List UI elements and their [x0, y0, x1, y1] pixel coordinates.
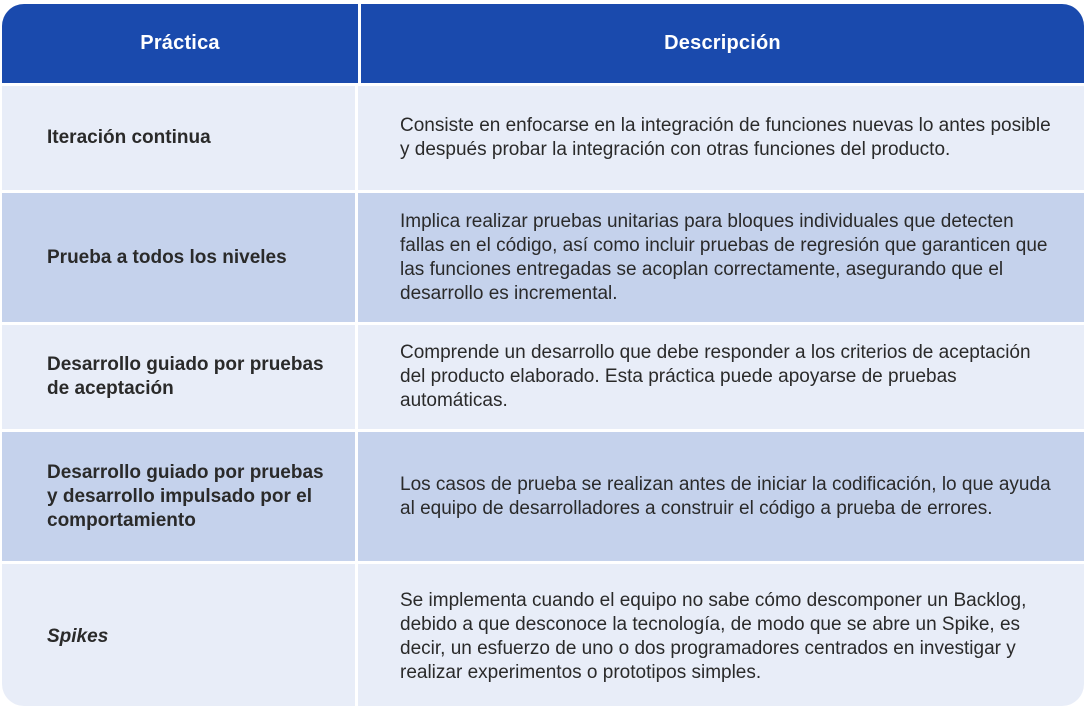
description-cell: Se implementa cuando el equipo no sabe cómo descomponer un Backlog, debido a que desconoce la tecnología, de modo que se abre un Spike, es decir, un esfuerzo de uno o dos programadores centrados en investigar y realizar experimentos o prototipos simples.: [400, 589, 1027, 683]
header-practice: Práctica: [2, 4, 361, 83]
table-row: [2, 322, 1084, 429]
practice-cell: Iteración continua: [2, 86, 358, 190]
header-description: Descripción: [664, 32, 781, 54]
table-header: [2, 4, 1084, 83]
practice-cell: Prueba a todos los niveles: [2, 193, 358, 322]
description-cell: Implica realizar pruebas unitarias para bloques individuales que detecten fallas en el código, así como incluir pruebas de regresión que garanticen que las funciones entregadas se acoplan correctamente, asegurando que el desarrollo es incremental.: [400, 210, 1048, 304]
practice-cell: Desarrollo guiado por pruebas y desarrollo impulsado por el comportamiento: [2, 432, 358, 561]
description-cell: Comprende un desarrollo que debe responder a los criterios de aceptación del producto elaborado. Esta práctica puede apoyarse de pruebas automáticas.: [400, 342, 1031, 411]
practices-table: [2, 4, 1084, 706]
description-cell: Consiste en enfocarse en la integración de funciones nuevas lo antes posible y después probar la integración con otras funciones del producto.: [400, 115, 1051, 160]
description-cell: Los casos de prueba se realizan antes de iniciar la codificación, lo que ayuda al equipo de desarrolladores a construir el código a prueba de errores.: [400, 473, 1051, 519]
table-row: [2, 429, 1084, 561]
table-row: [2, 561, 1084, 706]
practice-cell: Desarrollo guiado por pruebas de aceptación: [2, 325, 358, 429]
table-row: [2, 190, 1084, 322]
table-row: [2, 83, 1084, 190]
practice-cell: Spikes: [2, 564, 358, 706]
